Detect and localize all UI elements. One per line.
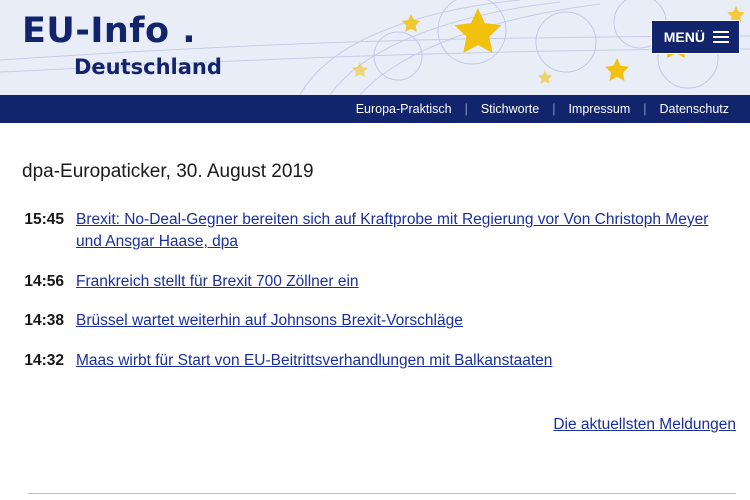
menu-button-label: MENÜ	[663, 29, 705, 45]
site-logo[interactable]	[22, 11, 222, 79]
ticker-headline-link[interactable]: Brexit: No-Deal-Gegner bereiten sich auf Kraftprobe mit Regierung vor Von Christoph Meyer und Ansgar Haase, dpa	[76, 211, 709, 251]
ticker-headline-link[interactable]: Brüssel wartet weiterhin auf Johnsons Brexit-Vorschläge	[76, 312, 463, 330]
nav-separator: |	[552, 102, 556, 116]
ticker-time: 14:38	[24, 312, 64, 330]
nav-item-datenschutz[interactable]: Datenschutz	[659, 102, 729, 116]
nav-separator: |	[464, 102, 468, 116]
list-item	[14, 271, 736, 293]
ticker-list	[14, 209, 736, 372]
list-item	[14, 350, 736, 372]
footer-divider	[28, 493, 736, 494]
nav-item-stichworte[interactable]: Stichworte	[480, 102, 540, 116]
menu-button[interactable]	[651, 20, 740, 54]
nav-separator: |	[643, 102, 647, 116]
hamburger-icon	[713, 31, 729, 43]
site-header	[0, 0, 750, 95]
main-navigation	[0, 95, 750, 123]
list-item	[14, 310, 736, 332]
logo-sub-text: Deutschland	[74, 55, 222, 79]
nav-item-europa-praktisch[interactable]: Europa-Praktisch	[355, 102, 452, 116]
main-content	[0, 161, 750, 484]
ticker-time: 15:45	[24, 211, 64, 228]
nav-item-impressum[interactable]: Impressum	[568, 102, 631, 116]
ticker-headline-link[interactable]: Frankreich stellt für Brexit 700 Zöllner ein	[76, 272, 359, 290]
latest-news-link[interactable]: Die aktuellsten Meldungen	[553, 416, 736, 434]
more-news-row	[14, 416, 736, 434]
ticker-time: 14:32	[24, 351, 64, 369]
logo-main-text: EU-Info .	[22, 11, 197, 51]
footer-area	[14, 434, 736, 484]
ticker-time: 14:56	[24, 272, 64, 290]
ticker-headline-link[interactable]: Maas wirbt für Start von EU-Beitrittsverhandlungen mit Balkanstaaten	[76, 351, 553, 369]
page-title: dpa-Europaticker, 30. August 2019	[22, 161, 314, 182]
list-item	[14, 209, 736, 254]
